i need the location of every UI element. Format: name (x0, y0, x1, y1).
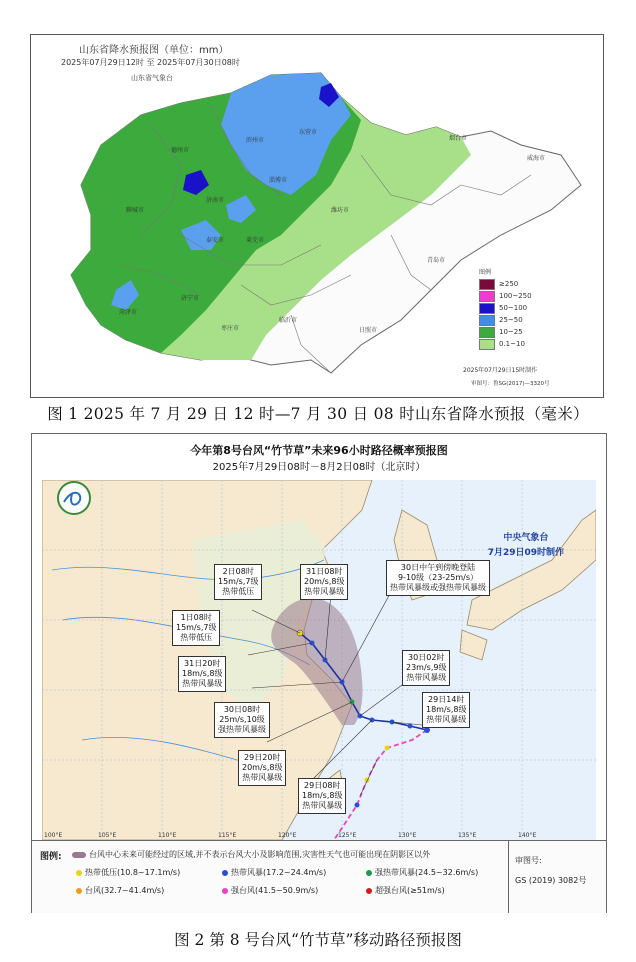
legend-item (76, 885, 164, 896)
legend-label: 0.1~10 (499, 340, 525, 348)
track-label-landfall (386, 560, 490, 596)
agency-stamp (488, 530, 564, 558)
label-line: 18m/s,8级 (302, 791, 343, 800)
fig1-review-number: 审图号：鲁SG(2017)—3320号 (471, 381, 550, 387)
track-label-29d20 (238, 750, 286, 786)
cone-swatch (72, 852, 86, 858)
label-line: 热带风暴级 (182, 679, 223, 688)
label-line: 25m/s,10级 (219, 715, 265, 724)
label-line: 热带风暴级 (242, 773, 283, 782)
legend-row (479, 314, 555, 326)
legend-item (366, 867, 478, 878)
legend-swatch (479, 327, 495, 338)
fig1-title: 山东省降水预报图（单位：mm） (79, 45, 229, 56)
review-label: 审图号: (515, 856, 542, 865)
label-line: 热带低压 (180, 633, 213, 642)
axis-label: 100°E (44, 832, 63, 839)
legend-label: 50~100 (499, 304, 528, 312)
fig1-date-range: 2025年07月29日12时 至 2025年07月30日08时 (61, 58, 240, 67)
legend-item (366, 885, 445, 896)
legend-label: 100~250 (499, 292, 532, 300)
label-line: 29日08时 (304, 781, 341, 790)
legend-header: 图例 (479, 269, 492, 276)
legend-label: 25~50 (499, 316, 523, 324)
fig2-title: 今年第8号台风“竹节草”未来96小时路径概率预报图 (190, 444, 448, 457)
cone-note-text: 台风中心未来可能经过的区域,并不表示台风大小及影响范围,灾害性天气也可能出现在阴影区以外 (89, 850, 431, 859)
legend-title: 图例: (40, 852, 62, 862)
legend-item-label: 强热带风暴(24.5~32.6m/s) (375, 868, 479, 877)
label-line: 热带风暴级 (426, 715, 467, 724)
fig1-issue-time: 2025年07月29日15时制作 (463, 367, 538, 374)
axis-label: 120°E (278, 832, 297, 839)
legend-dot (222, 870, 228, 876)
legend-swatch (479, 315, 495, 326)
fig1-legend (479, 267, 555, 350)
label-line: 30日02时 (408, 653, 445, 662)
label-line: 31日08时 (306, 567, 343, 576)
city-label: 莱芜市 (246, 237, 265, 244)
city-label: 德州市 (171, 147, 190, 154)
label-line: 2日08时 (222, 567, 254, 576)
figure2-caption: 图 2 第 8 号台风“竹节草”移动路径预报图 (174, 931, 462, 949)
label-line: 31日20时 (184, 659, 221, 668)
legend-row (479, 326, 555, 338)
label-line: 30日中午到傍晚登陆 (400, 563, 476, 572)
legend-swatch (479, 303, 495, 314)
fig1-agency: 山东省气象台 (131, 74, 173, 82)
label-line: 热带风暴级 (406, 673, 447, 682)
legend-item-label: 超强台风(≥51m/s) (375, 886, 445, 895)
figure1-caption: 图 1 2025 年 7 月 29 日 12 时—7 月 30 日 08 时山东省降水预报（毫米） (47, 405, 589, 423)
legend-row (479, 290, 555, 302)
legend-swatch (479, 279, 495, 290)
track-label-31d20 (178, 656, 226, 692)
track-label-29d08 (298, 778, 346, 814)
track-label-2d08 (214, 564, 262, 600)
axis-label: 135°E (458, 832, 477, 839)
label-line: 18m/s,8级 (182, 669, 223, 678)
city-label: 临沂市 (279, 317, 298, 324)
axis-label: 125°E (338, 832, 357, 839)
city-label: 威海市 (527, 155, 546, 162)
label-line: 29日14时 (428, 695, 465, 704)
label-line: 15m/s,7级 (218, 577, 259, 586)
made-at: 7月29日09时制作 (487, 548, 564, 558)
legend-dot (76, 888, 82, 894)
legend-item-label: 热带风暴(17.2~24.4m/s) (231, 868, 327, 877)
legend-item-label: 台风(32.7~41.4m/s) (85, 886, 165, 895)
legend-item (222, 885, 318, 896)
city-label: 泰安市 (206, 237, 225, 244)
legend-item (76, 867, 180, 878)
legend-item-label: 热带低压(10.8~17.1m/s) (85, 868, 181, 877)
label-line: 热带风暴级 (304, 587, 345, 596)
label-line: 热带风暴级或强热带风暴级 (390, 583, 486, 592)
legend-row (479, 302, 555, 314)
track-label-1d08 (172, 610, 220, 646)
label-line: 9-10级（23-25m/s） (397, 573, 479, 582)
label-line: 18m/s,8级 (426, 705, 467, 714)
legend-row (479, 278, 555, 290)
city-label: 东营市 (299, 129, 318, 136)
axis-label: 105°E (98, 832, 117, 839)
label-line: 23m/s,9级 (406, 663, 447, 672)
label-line: 15m/s,7级 (176, 623, 217, 632)
city-label: 潍坊市 (331, 207, 350, 214)
typhoon-map-canvas (42, 480, 596, 840)
track-label-30d08 (214, 702, 270, 738)
city-label: 淄博市 (269, 177, 288, 184)
track-label-30d02 (402, 650, 450, 686)
typhoon-track-map (31, 433, 607, 913)
legend-dot (222, 888, 228, 894)
shandong-rain-map (30, 34, 604, 398)
city-label: 菏泽市 (119, 309, 138, 316)
label-line: 20m/s,8级 (304, 577, 345, 586)
label-line: 30日08时 (223, 705, 261, 714)
label-line: 强热带风暴级 (218, 725, 266, 734)
city-label: 济宁市 (181, 295, 200, 302)
label-line: 29日20时 (244, 753, 281, 762)
label-line: 热带风暴级 (302, 801, 343, 810)
axis-label: 130°E (398, 832, 417, 839)
city-label: 滨州市 (246, 137, 265, 144)
city-label: 济南市 (206, 197, 225, 204)
label-line: 热带低压 (222, 587, 255, 596)
label-line: 1日08时 (180, 613, 212, 622)
legend-row (479, 338, 555, 350)
city-label: 枣庄市 (221, 325, 240, 332)
city-label: 聊城市 (126, 207, 145, 214)
legend-label: 10~25 (499, 328, 523, 336)
legend-label: ≥250 (499, 280, 519, 288)
city-label: 日照市 (359, 327, 378, 334)
city-label: 烟台市 (449, 135, 468, 142)
track-label-31d08 (300, 564, 348, 600)
axis-label: 110°E (158, 832, 177, 839)
legend-item (222, 867, 326, 878)
review-box (508, 841, 607, 913)
legend-dot (76, 870, 82, 876)
city-label: 青岛市 (427, 257, 446, 264)
legend-swatch (479, 339, 495, 350)
legend-item-label: 强台风(41.5~50.9m/s) (231, 886, 319, 895)
legend-dot (366, 870, 372, 876)
axis-label: 140°E (518, 832, 537, 839)
legend-swatch (479, 291, 495, 302)
legend-dot (366, 888, 372, 894)
legend-cone-note (72, 849, 430, 860)
track-label-29d14 (422, 692, 470, 728)
fig2-legend (32, 840, 606, 913)
agency-name: 中央气象台 (503, 533, 549, 543)
review-number: GS (2019) 3082号 (515, 876, 587, 885)
label-line: 20m/s,8级 (242, 763, 283, 772)
axis-label: 115°E (218, 832, 237, 839)
fig2-date-range: 2025年7月29日08时－8月2日08时（北京时） (212, 462, 426, 473)
